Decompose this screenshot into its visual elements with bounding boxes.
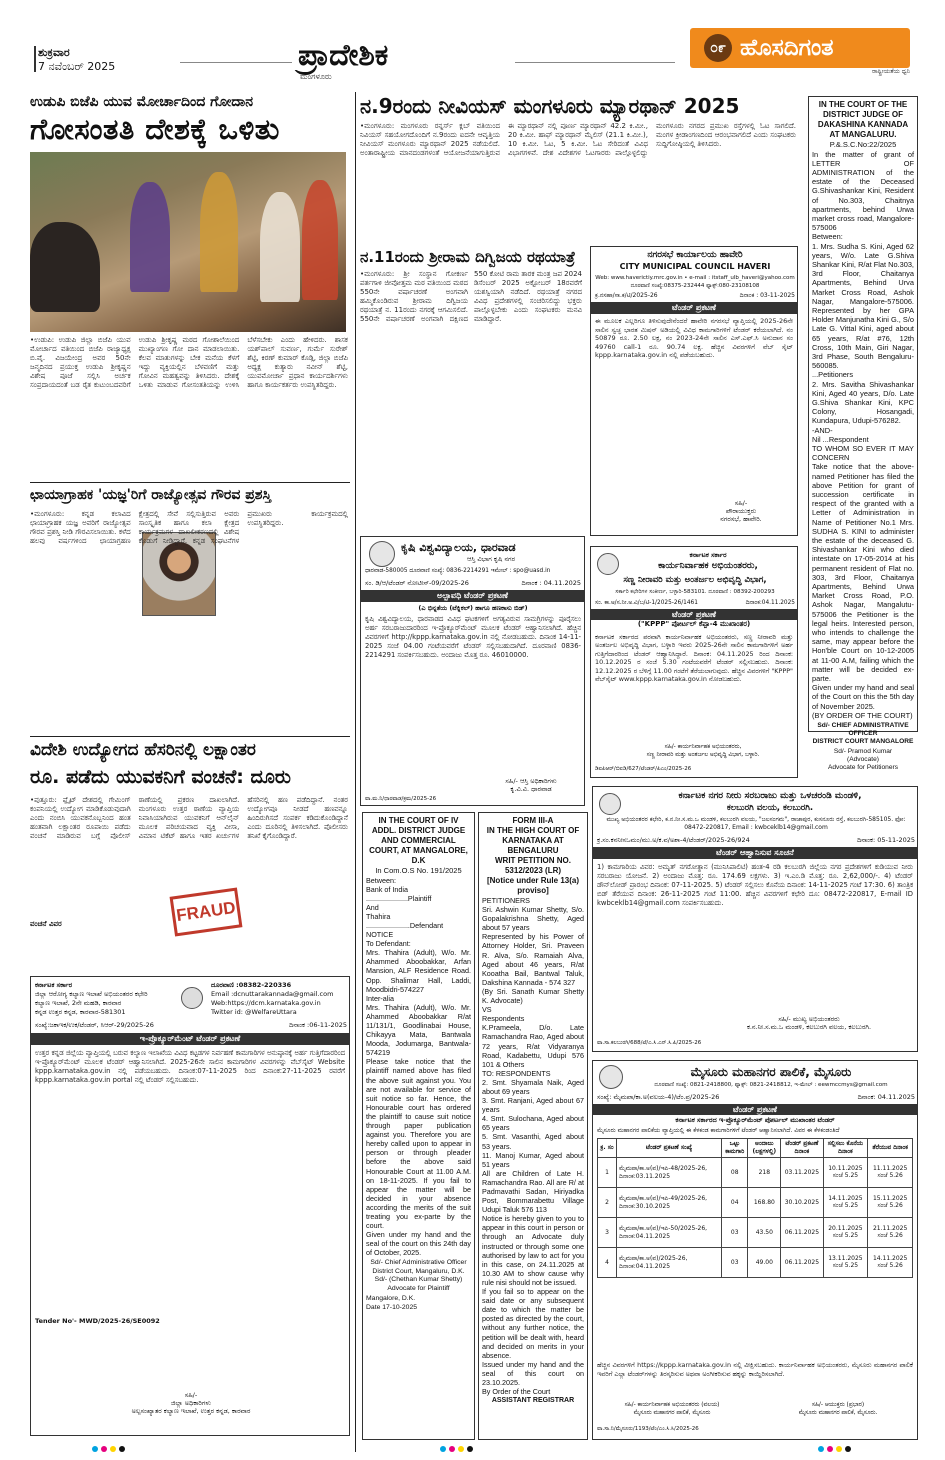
column-header: ಕ್ರ. ಸಂ	[598, 1139, 617, 1158]
table-cell: 168.80	[748, 1188, 781, 1218]
print-registration-mark	[836, 1446, 842, 1452]
table-cell: 04	[722, 1188, 748, 1218]
ad-web: Web:https://dcm.karnataka.gov.in	[211, 999, 321, 1007]
table-row	[598, 1158, 913, 1188]
story-marathon	[360, 92, 800, 242]
header-line	[180, 62, 292, 63]
ad-line4: ಕನ್ನಡ ಉತ್ತರ ಕನ್ನಡ, ಕಾರವಾರ-581301	[35, 1008, 126, 1016]
ad-karwar	[30, 976, 350, 1436]
table-header-row	[598, 1139, 913, 1158]
ad-body: 1) ಕಾಮಗಾರಿಯ ವಿವರ: ಅಮೃತ್ ನಗರೋತ್ಥಾನ (ಮುನಿಸಿಪಾಲಿಟಿ) ಹಂತ-4 ರಡಿ ಕಲಬುರಗಿ ಜಿಲ್ಲೆಯ ನಗರ ಪ್ರದೇಶಗಳಿಗೆ ಕುಡಿಯುವ ನೀರು ಸರಬರಾಜು ಯೋಜನೆ. 2) ಅಂದಾಜು ಮೊತ್ತ: ರೂ. 174.69 ಲಕ್ಷಗಳು. 3) ಇ.ಎಂ.ಡಿ ಮೊತ್ತ: ರೂ. 2,62,000/-. 4) ಟೆಂಡರ್ ಡೌನ್‌ಲೋಡ್ ಪ್ರಾರಂಭ ದಿನಾಂಕ: 07-11-2025. 5) ಟೆಂಡರ್ ಸಲ್ಲಿಸಲು ಕೊನೆಯ ದಿನಾಂಕ: 14-11-2025 ಗಂಟೆ 17:30. 6) ತಾಂತ್ರಿಕ ಬಿಡ್ ತೆರೆಯುವ ದಿನಾಂಕ: 26-11-2025 ಗಂಟೆ 11:00. ಹೆಚ್ಚಿನ ವಿವರಗಳಿಗೆ ಕಛೇರಿ ದೂ: 08472-220817, E-mail ID kwbceklb14@gmail.com ಸಂಪರ್ಕಿಸಬಹುದು.	[597, 863, 916, 907]
story-body: •ಉಡುಪಿ: ಉಡುಪಿ ಜಿಲ್ಲಾ ಬಿಜೆಪಿ ಯುವ ಮೋರ್ಚಾದ ವತಿಯಿಂದ ಬಿಜೆಪಿ ರಾಜ್ಯಾಧ್ಯಕ್ಷ ಬಿ.ವೈ. ವಿಜಯೇಂದ್ರ ಅವರ 50ನೇ ಜನ್ಮದಿನದ ಪ್ರಯುಕ್ತ ಉಡುಪಿ ಶ್ರೀಕೃಷ್ಣನ ವಿಶೇಷ ಪೂಜೆ ಸಲ್ಲಿಸಿ ಅರ್ಚಕ ಸಂಪ್ರದಾಯದಂತೆ ಬಡ ರೈತ ಕುಟುಂಬದವರಿಗೆ ಉಡುಪಿ ಶ್ರೀಕೃಷ್ಣ ಮಠದ ಗೋಶಾಲೆಯಿಂದ ಮುಖ್ಯಾಂಗಣ ಗೋ ದಾನ ಮಾಡಲಾಯಿತು. ಕೆಲವ ಮಾತುಗಳನ್ನು ಬೇಕ ಮನೆಯ ಕೆಳಗೆ ಇದ್ದು ವ್ಯಕ್ತಿಯಲ್ಲಿನ ಬೆಳವಣಿಗೆ ಮತ್ತು ಗೋವಿನ ಮಹತ್ವವನ್ನು ತಿಳಿಸಿದರು. ದೇಶಕ್ಕೆ ಒಳಿತು ಮಾಡುವ ಗೋಸಂತತಿಯನ್ನು ಉಳಿಸಿ ಬೆಳೆಸಬೇಕು ಎಂದು ಹೇಳಿದರು. ಶಾಸಕ ಯಶ್‌ಪಾಲ್ ಸುವರ್ಣ, ಗುರ್ಮೆ ಸುರೇಶ್ ಶೆಟ್ಟಿ, ಕಿರಣ್ ಕುಮಾರ್ ಕೊಡ್ಗಿ, ಜಿಲ್ಲಾ ಬಿಜೆಪಿ ಅಧ್ಯಕ್ಷ ಕುತ್ಯಾರು ನವೀನ್ ಶೆಟ್ಟಿ, ಯುವಮೋರ್ಚಾ ಪ್ರಧಾನ ಕಾರ್ಯದರ್ಶಿಗಳು ಹಾಗೂ ಕಾರ್ಯಕರ್ತರು ಉಪಸ್ಥಿತರಿದ್ದರು.	[30, 336, 351, 389]
ad-gov: ಕರ್ನಾಟಕ ನಗರ ನೀರು ಸರಬರಾಜು ಮತ್ತು ಒಳಚರಂಡಿ ಮಂಡಳಿ,	[678, 791, 862, 801]
ad-sub: ಸಣ್ಣ ನೀರಾವರಿ ಮತ್ತು ಅಂತರ್ಜಲ ಅಭಿವೃದ್ಧಿ ವಿಭಾಗ,	[623, 575, 767, 585]
table-cell: 49.00	[748, 1248, 781, 1278]
table-row	[598, 1188, 913, 1218]
ad-footer: ವಾ.ಸಾ.ಕಲಬುರಗಿ/688/ಟೆ/ಎ.ಸಿ.ಎನ್.ಸಿ.ಪಿ/2025-26	[597, 1040, 702, 1046]
page-header	[0, 0, 945, 88]
story-body: •ಮಂಗಳೂರು: ಕನ್ನಡ ಕಲಾವಿದ ಛಾಯಾಗ್ರಾಹಕ ಯಜ್ಞ ಅವರಿಗೆ ರಾಜ್ಯೋತ್ಸವ ಗೌರವ ಪ್ರಶಸ್ತಿ ನೀಡಿ ಗೌರವಿಸಲಾಯಿತು. ಕಳೆದ ಹಲವು ವರ್ಷಗಳಿಂದ ಛಾಯಾಗ್ರಹಣ ಕ್ಷೇತ್ರದಲ್ಲಿ ಸೇವೆ ಸಲ್ಲಿಸುತ್ತಿರುವ ಅವರು ಸಾಂಸ್ಕೃತಿಕ ಹಾಗೂ ಕಲಾ ಕ್ಷೇತ್ರದ ಕಾರ್ಯಕ್ರಮಗಳ ದಾಖಲೀಕರಣದಲ್ಲಿ ವಿಶೇಷ ಕೊಡುಗೆ ನೀಡಿದ್ದಾರೆ. ಕನ್ನಡ ಸಂಘಟನೆಗಳ ಪ್ರಮುಖರು ಕಾರ್ಯಕ್ರಮದಲ್ಲಿ ಉಪಸ್ಥಿತರಿದ್ದರು.	[30, 510, 351, 545]
table-cell: 08	[722, 1158, 748, 1188]
ad-haveri	[590, 246, 798, 536]
header-date: 7 ನವೆಂಬರ್ 2025	[38, 60, 116, 73]
tender-table	[597, 1138, 913, 1298]
ad-footer: ವಾ.ಮ.ನಿ/ಧಾರವಾಡ/ಕ್ರಮ/2025-26	[365, 796, 437, 802]
story-fraud	[30, 740, 350, 972]
story-headline-1: ವಿದೇಶಿ ಉದ್ಯೋಗದ ಹೆಸರಿನಲ್ಲಿ ಲಕ್ಷಾಂತರ	[30, 740, 256, 760]
ad-line3: ಕಲ್ಯಾಣ ಇಲಾಖೆ, 2ನೇ ಮಹಡಿ, ಕಾರವಾರ	[35, 999, 122, 1007]
ad-contact: Web: www.haverictiy.mrc.gov.in • e-mail : itstaff_ulb_haveri@yahoo.com	[595, 275, 795, 281]
tender-table-grid	[597, 1138, 913, 1278]
ad-ballari	[590, 546, 798, 778]
story-headline-2: ರೂ. ಪಡೆದು ಯುವಕನಿಗೆ ವಂಚನೆ: ದೂರು	[30, 766, 291, 788]
court-sign: Sd/- CHIEF ADMINISTRATIVE OFFICER DISTRICT COURT MANGALORE	[812, 722, 914, 746]
court-notice-commercial	[362, 812, 475, 1440]
ad-sign-1: ಸಹಿ/- ಕಾರ್ಯನಿರ್ವಾಹಕ ಅಭಿಯಂತರರು (ವಲಯ) ಮೈಸೂರು ಮಹಾನಗರ ಪಾಲಿಕೆ, ಮೈಸೂರು	[624, 1402, 720, 1416]
photo-cow-shape	[30, 222, 100, 312]
table-row	[598, 1218, 913, 1248]
ad-bar2: ಕರ್ನಾಟಕ ಸರ್ಕಾರದ ಇ-ಪ್ರೊಕ್ಯೂರ್‌ಮೆಂಟ್ ಪೋರ್ಟಲ್ ಮುಖಾಂತರ ಟೆಂಡರ್	[675, 1116, 835, 1124]
ad-date: ದಿನಾಂಕ: 05-11-2025	[857, 836, 915, 844]
table-cell: 43.50	[748, 1218, 781, 1248]
ad-body: ಕರ್ನಾಟಕ ಸರ್ಕಾರದ ಪರವಾಗಿ ಕಾರ್ಯನಿರ್ವಾಹಕ ಅಭಿಯಂತರರು, ಸಣ್ಣ ನೀರಾವರಿ ಮತ್ತು ಅಂತರ್ಜಲ ಅಭಿವೃದ್ಧಿ ವಿಭಾಗ, ಬಳ್ಳಾರಿ ಇವರು 2025-26ನೇ ಸಾಲಿನ ಕಾಮಗಾರಿಗಳಿಗೆ ಅರ್ಹ ಗುತ್ತಿಗೆದಾರರಿಂದ ಟೆಂಡರ್ ಆಹ್ವಾನಿಸಿದ್ದಾರೆ. ದಿನಾಂಕ: 04.11.2025 ರಿಂದ ದಿನಾಂಕ: 10.12.2025 ರ ಸಂಜೆ 5.30 ಗಂಟೆಯವರೆಗೆ ಟೆಂಡರ್ ಸಲ್ಲಿಸಬಹುದು. ದಿನಾಂಕ: 12.12.2025 ರ ಬೆಳಿಗ್ಗೆ 11.00 ಗಂಟೆಗೆ ತೆರೆಯಲಾಗುವುದು. ಹೆಚ್ಚಿನ ವಿವರಗಳಿಗೆ "KPPP" ವೆಬ್‌ಸೈಟ್ www.kppp.karnataka.gov.in ನೋಡಬಹುದು.	[595, 633, 796, 684]
court-title: IN THE COURT OF THE DISTRICT JUDGE OF DAKASHINA KANNADA AT MANGALURU.	[817, 100, 909, 139]
ad-sub2: (ಎ ಭಿನ್ನತೆಯ (ಟೆಕ್ನಿಕಲ್) ಹಾಗೂ ಹಣಕಾಸು ಬಿಡ್)	[418, 604, 528, 612]
table-cell: 3	[598, 1218, 617, 1248]
ad-twitter: Twitter id: @WelfareUttara	[211, 1008, 297, 1016]
ad-title-en: CITY MUNICIPAL COUNCIL HAVERI	[619, 262, 771, 271]
print-registration-mark	[827, 1446, 833, 1452]
story-headline: ಛಾಯಾಗ್ರಾಹಕ 'ಯಜ್ಞ'ರಿಗೆ ರಾಜ್ಯೋತ್ಸವ ಗೌರವ ಪ್ರಶಸ್ತಿ	[30, 487, 272, 503]
ad-ref: ಕ್ರ.ಸಂ.ಕನನೀಸಒಮಂ/ಮು.ಅ/ಕ.ವ/ಅಶಾ-4/ಟೆಂಡರ್/2025-26/924	[597, 836, 750, 844]
table-row	[598, 1248, 913, 1278]
column-header: ತೆರೆಯುವ ದಿನಾಂಕ	[868, 1139, 913, 1158]
story-headline: ಗೋಸಂತತಿ ದೇಶಕ್ಕೆ ಒಳಿತು	[30, 112, 280, 146]
table-cell: 03	[722, 1218, 748, 1248]
story-godana	[30, 92, 350, 478]
table-cell: 14.11.2025 ಸಂಜೆ 5.26	[868, 1248, 913, 1278]
court-notice-succession	[808, 96, 918, 772]
print-registration-mark	[467, 1446, 473, 1452]
table-cell: 06.11.2025	[781, 1218, 823, 1248]
ad-note: ಹೆಚ್ಚಿನ ವಿವರಗಳಿಗೆ https://kppp.karnataka.gov.in ನಲ್ಲಿ ವೀಕ್ಷಿಸಬಹುದು. ಕಾರ್ಯನಿರ್ವಾಹಕ ಅಭಿಯಂತರರು, ಮೈಸೂರು ಮಹಾನಗರ ಪಾಲಿಕೆ ಇವರಿಗೆ ಎಲ್ಲಾ ಟೆಂಡರ್‌ಗಳನ್ನು ತಿರಸ್ಕರಿಸುವ ಅಥವಾ ಅಂಗೀಕರಿಸುವ ಹಕ್ಕನ್ನು ಕಾಯ್ದಿರಿಸಲಾಗಿದೆ.	[597, 1361, 916, 1378]
table-cell: 30.10.2025	[781, 1188, 823, 1218]
ad-kalaburagi	[592, 786, 918, 1052]
header-city: ಮಂಗಳೂರು	[300, 72, 332, 81]
court-body: PETITIONERS Sri. Ashwin Kumar Shetty, S/o. Gopalakrishna Shetty, Aged about 57 years Represented by his Power of Attorney Holder, Sri. Praveen R. Alva, S/o. Ramaiah Alva, Aged about 46 years, R/at Kooatha Bail, Bantwal Taluk, Dakshina Kannada - 574 327 (By Sri. Sanath Kumar Shetty K. Advocate) VS Respondents K.Prameela, D/o. Late Ramachandra Rao, Aged about 72 years, R/at Vidyaranya Road, Kadabettu, Udupi 576 101 & Others TO: RESPONDENTS 2. Smt. Shyamala Naik, Aged about 69 years 3. Smt. Ranjani, Aged about 67 years 4. Smt. Sulochana, Aged about 65 years 5. Smt. Vasanthi, Aged about 53 years. 11. Manoj Kumar, Aged about 51 years All are Children of Late H. Ramachandra Rao. All are R/ at Padmavathi Sadan, Hiriyadka Post, Bommarabettu Village Udupi Taluk 576 113 Notice is hereby given to you to appear in this court in person or through an Advocate duly instructed or through some one authorised by law to act for you in this case, on 24.11.2025 at 10.30 AM to show cause why rule nisi should not be issued. If you fail so to appear on the said date or any subsequent date to which the matter be posted as directed by the court, without any further notice, the petition will be dealt with, heard and decided on merits in your absence. Issued under my hand and the seal of this court on 23.10.2025. By Order of the Court	[482, 896, 584, 1397]
column-header: ಸಲ್ಲಿಸಲು ಕೊನೆಯ ದಿನಾಂಕ	[823, 1139, 868, 1158]
ad-emblem	[597, 553, 619, 575]
ad-line1: ಕರ್ನಾಟಕ ಸರ್ಕಾರ	[35, 981, 73, 989]
print-registration-mark	[845, 1446, 851, 1452]
table-cell: 21.11.2025 ಸಂಜೆ 5.26	[868, 1218, 913, 1248]
court-place: Mangalore, D.K. Date 17-10-2025	[366, 1295, 418, 1311]
fraud-stamp-text: FRAUD	[175, 897, 237, 926]
logo-tagline: ರಾಷ್ಟ್ರೀಯತೆಯ ಧ್ವನಿ	[872, 68, 910, 75]
column-header: ಅಂದಾಜು (ಲಕ್ಷಗಳಲ್ಲಿ)	[748, 1139, 781, 1158]
story-subhead: ವಂಚನೆ ವಿವರ	[30, 920, 130, 930]
ad-addr: ಸರ್ಕಾರಿ ಕಛೇರಿಗಳ ಸಂಕೀರ್ಣ, ಬಳ್ಳಾರಿ-583101. ದೂರವಾಣಿ : 08392-200293	[615, 589, 775, 595]
ad-ref: ಸಂ. ಕಾ.ಅ/ಸ.ನೀ.ಅ.ವಿ/ಬ/ಟಿ-1/2025-26/1461	[595, 600, 698, 606]
ad-phone: ದೂರವಾಣಿ :08382-220336	[211, 981, 292, 989]
table-cell: 4	[598, 1248, 617, 1278]
story-headline: ನ.11ರಂದು ಶ್ರೀರಾಮ ದಿಗ್ವಿಜಯ ರಥಯಾತ್ರೆ	[360, 248, 576, 266]
ad-bar: ಟೆಂಡರ್ ಪ್ರಕಟಣೆ	[591, 609, 797, 620]
table-cell: ಮೈಮಪಾ/ಕಾ.ಅ(ವ)/2025-26, ದಿನಾಂಕ:04.11.2025	[617, 1248, 722, 1278]
print-registration-mark	[818, 1446, 824, 1452]
ad-bar: ಇ-ಪ್ರೊಕ್ಯೂರ್‌ಮೆಂಟ್ ಟೆಂಡರ್ ಪ್ರಕಟಣೆ	[31, 1033, 349, 1045]
column-header: ಟೆಂಡರ್ ಪ್ರಕಟಣೆ ಸಂಖ್ಯೆ	[617, 1139, 722, 1158]
ad-bar: ಟೆಂಡರ್ ಆಹ್ವಾನಿಸುವ ಸೂಚನೆ	[593, 847, 917, 859]
section-title: ಪ್ರಾದೇಶಿಕ	[298, 38, 389, 73]
table-cell: ಮೈಮಪಾ/ಕಾ.ಅ(ವ)/ಇಪಿ-49/2025-26, ದಿನಾಂಕ:30.10.2025	[617, 1188, 722, 1218]
header-day: ಶುಕ್ರವಾರ	[38, 46, 70, 59]
ad-division: ಕಲಬುರಗಿ ವಲಯ, ಕಲಬುರಗಿ.	[726, 803, 814, 813]
ad-body: ಕೃಷಿ ವಿಶ್ವವಿದ್ಯಾಲಯ, ಧಾರವಾಡದ ವಿವಿಧ ಘಟಕಗಳಿಗೆ ಅಗತ್ಯವಿರುವ ಸಾಮಗ್ರಿಗಳನ್ನು ಪೂರೈಸಲು ಅರ್ಹ ಸರಬರಾಜುದಾರರಿಂದ ಇ-ಪ್ರೊಕ್ಯೂರ್‌ಮೆಂಟ್ ಮೂಲಕ ಟೆಂಡರ್ ಆಹ್ವಾನಿಸಲಾಗಿದೆ. ಹೆಚ್ಚಿನ ವಿವರಗಳಿಗೆ http://kppp.karnataka.gov.in ನಲ್ಲಿ ನೋಡಬಹುದು. ದಿನಾಂಕ 14-11-2025 ಸಂಜೆ 04.00 ಗಂಟೆಯವರೆಗೆ ಟೆಂಡರ್ ಸಲ್ಲಿಸಬಹುದಾಗಿದೆ. ದೂರವಾಣಿ 0836-2214291 ಸಂಪರ್ಕಿಸಬಹುದು. ಅಂದಾಜು ಮೊತ್ತ ರೂ. 46010000.	[365, 615, 584, 659]
ad-dharwad	[360, 536, 585, 806]
photo-person-shape	[260, 192, 300, 302]
ad-date: ದಿನಾಂಕ : 03-11-2025	[739, 292, 795, 299]
ad-body: ಈ ಮೂಲಕ ಎಲ್ಲರಿಗೂ ತಿಳಿಸುವುದೇನೆಂದರೆ ಹಾವೇರಿ ನಗರಸಭೆ ವ್ಯಾಪ್ತಿಯಲ್ಲಿ 2025-26ನೇ ಸಾಲಿನ ಸ್ವಚ್ಛ ಭಾರತ ಮಿಷನ್ ಅಡಿಯಲ್ಲಿ ವಿವಿಧ ಕಾಮಗಾರಿಗಳಿಗೆ ಟೆಂಡರ್ ಕರೆಯಲಾಗಿದೆ. ನಂ 50879 ರೂ. 2.50 ಲಕ್ಷ, ನಂ 2023-24ನೇ ಸಾಲಿನ ಎಸ್.ಎಫ್.ಸಿ ಅನುದಾನ ಸಂ 49760 call-1 ರೂ. 90.74 ಲಕ್ಷ. ಹೆಚ್ಚಿನ ವಿವರಗಳಿಗೆ ವೆಬ್ ಸೈಟ್ kppp.karnataka.gov.in ನಲ್ಲಿ ಪಡೆಯಬಹುದು.	[595, 317, 796, 359]
table-cell: 218	[748, 1158, 781, 1188]
ad-addr: ಮುಖ್ಯ ಅಭಿಯಂತರರ ಕಛೇರಿ, ಕ.ನ.ನೀ.ಸ.ಮ.ಒ ಮಂಡಳಿ, ಕಲಬುರಗಿ ವಲಯ, "ಜಲಸಂಗಮ", ರಾಜಾಪುರ, ಕುಸನೂರು ರಸ್ತೆ, ಕಲಬುರಗಿ-585105. ಫೋ: 08472-220817, Email : kwbceklb14@gmail.com	[606, 816, 906, 831]
photo-person-shape	[302, 180, 338, 300]
ad-bar: ಟೆಂಡರ್ ಪ್ರಕಟಣೆ	[591, 302, 797, 314]
court-sign: Sd/- Chief Administrative Officer District Court, Mangaluru, D.K. Sd/- (Chethan Kumar Shetty) Advocate for Plaintiff	[370, 1259, 467, 1292]
table-cell: 03.11.2025	[781, 1158, 823, 1188]
ad-bar: ಟೆಂಡರ್ ಪ್ರಕಟಣೆ	[593, 1104, 917, 1115]
ad-title: ಕಾರ್ಯನಿರ್ವಾಹಕ ಅಭಿಯಂತರರು,	[658, 561, 758, 571]
print-registration-mark	[101, 1446, 107, 1452]
ad-contact: ಧಾರವಾಡ-580005 ದೂರವಾಣಿ ಸಂಖ್ಯೆ: 0836-2214291 ಇಮೇಲ್ : spo@uasd.in	[365, 568, 551, 574]
ad-title: ಕೃಷಿ ವಿಶ್ವವಿದ್ಯಾಲಯ, ಧಾರವಾಡ	[401, 541, 516, 554]
story-headline: ನ.9ರಂದು ನೀವಿಯಸ್ ಮಂಗಳೂರು ಮ್ಯಾರಥಾನ್ 2025	[360, 94, 740, 118]
court-sign: ASSISTANT REGISTRAR	[491, 1397, 575, 1405]
court-title: FORM III-A IN THE HIGH COURT OF KARNATAKA AT BENGALURU WRIT PETITION NO. 5312/2023 (LR) [Notice under Rule 13(a) proviso]	[486, 816, 580, 895]
ad-title-kn: ನಗರಸಭೆ ಕಾರ್ಯಾಲಯ ಹಾವೇರಿ	[647, 250, 743, 260]
court-body: In the matter of grant of LETTER OF ADMINISTRATION of the estate of the Deceased G.Shivashankar Kini, Resident of No.303, Chaitnya apartments, behind Urwa market cross road, Mangalore-575006 Between: 1. Mrs. Sudha S. Kini, Aged 62 years, W/o. Late G.Shiva Shankar Kini, R/at Flat No.303, 3rd Floor, Chaitanya Apartments, Behind Urva Market Cross Road, Ashok Nagar, Mangalore-575006. Represented by her GPA Holder Manjunatha Kini G., S/o Late G. Vittal Kini, aged about 65 years, R/at #76, 12th Cross, 10th Main, Giri Nagar, 3rd Phase, South Bengaluru-560085. ...Petitioners 2. Mrs. Savitha Shivashankar Kini, Aged 40 years, D/o. Late G.Shiva Shankar Kini, KPC Colony, Hosangadi, Kundapura, Udupi-576282. -AND- Nil ...Respondent TO WHOM SO EVER IT MAY CONCERN Take notice that the above-named Petitioner has filed the above Petition for grant of succession certificate in respect of the granted with a Letter of Administration in Name of Petitioner No.1 Mrs. SUDHA S. KINI to administer the estate of the deceased G. Shivashankar Kini who died intestate on 17-05-2014 at his permanent resident of Flat no. 303, 3rd Floor, Chaitanya Apartments, Behind Urwa Market Cross Road, P.O. Ashok Nagar, Mangalutu-575006 the Petitioner is the legal heirs. Interested person, who intends to challenge the same, may appear before the Hon'ble Court on 10-12-2005 at 11-00 A.M, failing which the matter will be decided ex-parte. Given under my hand and seal of the Court on this the 5th day of November 2025. (BY ORDER OF THE COURT)	[812, 149, 914, 720]
ad-gov: ಕರ್ನಾಟಕ ಸರ್ಕಾರ	[689, 551, 727, 559]
ad-title: ಮೈಸೂರು ಮಹಾನಗರ ಪಾಲಿಕೆ, ಮೈಸೂರು	[690, 1065, 852, 1079]
ad-tender-no: Tender No'- MWD/2025-26/SE0092	[35, 1317, 160, 1325]
ad-date: ದಿನಾಂಕ : 04.11.2025	[521, 579, 581, 587]
photo-person-shape	[130, 182, 170, 292]
ad-bar2: ("KPPP" ಪೋರ್ಟಲ್ ಕೆಪ್ಪಾ-4 ಮುಖಾಂತರ)	[637, 620, 751, 628]
ad-date: ದಿನಾಂಕ: 04.11.2025	[857, 1093, 915, 1101]
photo-person-shape	[200, 172, 238, 292]
court-advocate: Sd/- Pramod Kumar (Advocate) Advocate for Petitioners	[827, 748, 898, 772]
story-kicker: ಉಡುಪಿ ಬಿಜೆಪಿ ಯುವ ಮೋರ್ಚಾದಿಂದ ಗೋದಾನ	[30, 94, 254, 110]
print-registration-mark	[449, 1446, 455, 1452]
ad-sign: ಸಹಿ/- ಜಿಲ್ಲಾ ಅಧಿಕಾರಿಗಳು ಅಲ್ಪಸಂಖ್ಯಾತರ ಕಲ್ಯಾಣ ಇಲಾಖೆ, ಉತ್ತರ ಕನ್ನಡ, ಕಾರವಾರ	[131, 1391, 251, 1415]
logo-brand: ಹೊಸದಿಗಂತ	[740, 35, 834, 61]
ad-emblem	[599, 1065, 623, 1089]
table-cell: 11.11.2025 ಸಂಜೆ 5.26	[868, 1158, 913, 1188]
ad-intro: ಮೈಸೂರು ಮಹಾನಗರ ಪಾಲಿಕೆಯ ವ್ಯಾಪ್ತಿಯಲ್ಲಿ ಈ ಕೆಳಕಂಡ ಕಾಮಗಾರಿಗಳಿಗೆ ಟೆಂಡರ್ ಆಹ್ವಾನಿಸಲಾಗಿದೆ. ವಿವರ ಈ ಕೆಳಕಂಡಂತಿದೆ	[597, 1127, 840, 1134]
table-cell: 06.11.2025	[781, 1248, 823, 1278]
ad-ref: ಸಂಖ್ಯೆ: ಮೈಮಪಾ/ಕಾ.ಅ(ವಲಯ-4)/ಟೆಂ.ಪ್ರ/2025-26	[597, 1093, 720, 1101]
ad-sub: ಆಸ್ತಿ ವಿಭಾಗ ಕೃಷಿ ನಗರ	[466, 555, 516, 563]
story-body: •ಮಂಗಳೂರು: ಶ್ರೀ ಸಂಸ್ಥಾನ ಗೋಕರ್ಣ ಪರ್ತಗಾಳಿ ಜೀವೋತ್ತಮ ಮಠ ವತಿಯಿಂದ ಮಠದ 550ನೇ ವರ್ಷಾಚರಣೆ ಅಂಗವಾಗಿ ಹಮ್ಮಿಕೊಂಡಿರುವ ಶ್ರೀರಾಮ ದಿಗ್ವಿಜಯ ರಥಯಾತ್ರೆ ನ. 11ರಂದು ನಗರಕ್ಕೆ ಆಗಮಿಸಲಿದೆ. 550ನೇ ವರ್ಷಾಚರಣೆ ಅಂಗವಾಗಿ ದಕ್ಷಿಣದ 550 ಕೋಟಿ ರಾಮ ತಾರಕ ಮಂತ್ರ ಜಪ 2024 ಡಿಸೆಂಬರ್ 2025 ಅಕ್ಟೋಬರ್ 18ರವರೆಗೆ ಯಶಸ್ವಿಯಾಗಿ ನಡೆದಿದೆ. ರಥಯಾತ್ರೆ ನಗರದ ವಿವಿಧ ಪ್ರದೇಶಗಳಲ್ಲಿ ಸಂಚರಿಸಲಿದ್ದು ಭಕ್ತರು ಪಾಲ್ಗೊಳ್ಳಬೇಕು ಎಂದು ಸಂಘಟಕರು ಮನವಿ ಮಾಡಿದ್ದಾರೆ.	[360, 270, 585, 323]
print-registration-mark	[92, 1446, 98, 1452]
divider	[30, 482, 350, 483]
court-case: P.&.S.C.No:22/2025	[829, 140, 897, 149]
ad-date: ದಿನಾಂಕ:04.11.2025	[745, 600, 795, 606]
print-registration-mark	[458, 1446, 464, 1452]
table-cell: 14.11.2025 ಸಂಜೆ 5.25	[823, 1188, 868, 1218]
ad-body: ಉತ್ತರ ಕನ್ನಡ ಜಿಲ್ಲೆಯ ವ್ಯಾಪ್ತಿಯಲ್ಲಿ ಬರುವ ಕಲ್ಯಾಣ ಇಲಾಖೆಯ ವಿವಿಧ ಕಟ್ಟಡಗಳ ನಿರ್ವಹಣೆ ಕಾಮಗಾರಿಗಳ ಅನುಷ್ಠಾನಕ್ಕೆ ಅರ್ಹ ಗುತ್ತಿಗೆದಾರರಿಂದ ಇ-ಪ್ರೊಕ್ಯೂರ್‌ಮೆಂಟ್ ಮೂಲಕ ಟೆಂಡರ್ ಆಹ್ವಾನಿಸಲಾಗಿದೆ. 2025-26ನೇ ಸಾಲಿನ ಕಾಮಗಾರಿಗಳ ವಿವರಗಳನ್ನು ವೆಬ್‌ಸೈಟ್ Website kppp.karnataka.gov.in ನಲ್ಲಿ ಪಡೆಯಬಹುದು. ದಿನಾಂಕ:07-11-2025 ರಿಂದ ದಿನಾಂಕ:27-11-2025 ರವರೆಗೆ kppp.karnataka.gov.in portal ನಲ್ಲಿ ಟೆಂಡರ್ ಸಲ್ಲಿಸಬಹುದು.	[35, 1049, 348, 1084]
ad-sign-2: ಸಹಿ/- ಆಯುಕ್ತರು (ಪ್ರಭಾರ) ಮೈಸೂರು ಮಹಾನಗರ ಪಾಲಿಕೆ, ಮೈಸೂರು.	[798, 1402, 878, 1416]
story-rathayatra	[360, 246, 585, 526]
ad-sign: ಸಹಿ/- ಕಾರ್ಯನಿರ್ವಾಹಕ ಅಭಿಯಂತರರು, ಸಣ್ಣ ನೀರಾವರಿ ಮತ್ತು ಅಂತರ್ಜಲ ಅಭಿವೃದ್ಧಿ ವಿಭಾಗ, ಬಳ್ಳಾರಿ.	[646, 744, 760, 758]
print-registration-mark	[119, 1446, 125, 1452]
column-header: ಒಟ್ಟು ಕಾಮಗಾರಿ	[722, 1139, 748, 1158]
ad-sign: ಸಹಿ/- ಆಸ್ತಿ ಅಧಿಕಾರಿಗಳು ಕೃ.ವಿ.ವಿ. ಧಾರವಾಡ	[505, 777, 557, 793]
ad-emblem	[599, 793, 621, 815]
header-line-right	[515, 62, 675, 63]
ad-sign: ಸಹಿ/- ಪೌರಾಯುಕ್ತರು ನಗರಸಭೆ, ಹಾವೇರಿ.	[720, 499, 762, 523]
court-body: Between: Bank of India .....................Plaintiff And Thahira ......................Defendant NOTICE To Defendant: Mrs. Thahira (Adult), W/o. Mr. Ahammed Aboobakkar, Arfan Mansion, ALF Residence Road. Opp. Shalimar Hall, Laddi, Moodbidri-574227 Inter-alia Mrs. Thahira (Adult), W/o. Mr. Ahammed Aboobakkar R/at 11/131/1, Goodlinabai House, Chikayya Mata, Bantwala Mooda, Jodumarga, Bantwala-574219 Please take notice that the plaintiff named above has filed the above suit against you. You are not available for service of suit notice so far. Hence, the Honourable court has ordered the plaintiff to cause suit notice through paper publication against you. Therefore you are hereby called upon to appear in person or through pleader before the above said Honourable Court at 11.00 A.M. on 18-11-2025. If you fail to appear the matter will be decided in your absence according the merits of the suit treating you ex-parte by the court. Given under my hand and the seal of the court on this 24th day of October, 2025.	[366, 875, 471, 1258]
table-cell: ಮೈಮಪಾ/ಕಾ.ಅ(ವ)/ಇಪಿ-48/2025-26, ದಿನಾಂಕ:03.11.2025	[617, 1158, 722, 1188]
table-cell: ಮೈಮಪಾ/ಕಾ.ಅ(ವ)/ಇಪಿ-50/2025-26, ದಿನಾಂಕ:04.11.2025	[617, 1218, 722, 1248]
page-number: ೦೯	[710, 40, 726, 56]
header-corner-rule	[34, 46, 36, 72]
ad-bar: ಅಲ್ಪಾವಧಿ ಟೆಂಡರ್ ಪ್ರಕಟಣೆ	[361, 590, 584, 602]
story-body: •ಪುತ್ತೂರು: ಫ್ಲೈಟ್ ದೇಶದಲ್ಲಿ ಗೇಮಿಂಗ್ ಕಂಪನಿಯಲ್ಲಿ ಉದ್ಯೋಗ ಮಾಡಿಕೊಡುವುದಾಗಿ ಎಂದು ನಂಬಿಸಿ ಯುವಕನೊಬ್ಬನಿಂದ ಹಂತ ಹಂತವಾಗಿ ಲಕ್ಷಾಂತರ ರೂಪಾಯಿ ಪಡೆದು ವಂಚನೆ ಮಾಡಿರುವ ಬಗ್ಗೆ ಪೊಲೀಸ್ ಠಾಣೆಯಲ್ಲಿ ಪ್ರಕರಣ ದಾಖಲಾಗಿದೆ. ಮಂಗಳೂರು ಉತ್ತರ ಠಾಣೆಯ ವ್ಯಾಪ್ತಿಯ ನಿವಾಸಿಯಾಗಿರುವ ಯುವಕನಿಗೆ ಆನ್‌ಲೈನ್ ಮೂಲಕ ಪರಿಚಯವಾದ ವ್ಯಕ್ತಿ ವೀಸಾ, ವಿಮಾನ ಟಿಕೆಟ್ ಹಾಗೂ ಇತರ ಖರ್ಚುಗಳ ಹೆಸರಿನಲ್ಲಿ ಹಣ ಪಡೆದಿದ್ದಾನೆ. ನಂತರ ಉದ್ಯೋಗವೂ ನೀಡದೆ ಹಣವನ್ನೂ ಹಿಂದಿರುಗಿಸದೆ ಸಂಪರ್ಕ ಕಡಿದುಕೊಂಡಿದ್ದಾನೆ ಎಂದು ದೂರಿನಲ್ಲಿ ತಿಳಿಸಲಾಗಿದೆ. ಪೊಲೀಸರು ತನಿಖೆ ಕೈಗೊಂಡಿದ್ದಾರೆ.	[30, 796, 351, 840]
table-cell: 13.11.2025 ಸಂಜೆ 5.25	[823, 1248, 868, 1278]
table-cell: 2	[598, 1188, 617, 1218]
ad-footer: ವಾ.ಸಾ.ನಿ/ಮೈಸೂರು/1193/ಟೆಂ/ಎಂ.ಸಿ.ಸಿ/2025-26	[597, 1426, 699, 1432]
ad-footer: ಡಿಐಪಿಆರ್/ಬಿಐಡಿ/627/ಟೆಂಡರ್/ಪಿಎಂ/2025-26	[595, 766, 692, 772]
ad-email: Email :dcnuttarakannada@gmail.com	[211, 990, 334, 998]
ad-ref: ಸಂ. ಡಿ/ಆ/ಟೆಂಡರ್ ನೋಟೀಸ್-09/2025-26	[365, 579, 469, 587]
court-case: In Com.O.S No. 191/2025	[375, 866, 462, 875]
ad-mysuru	[592, 1060, 918, 1440]
print-registration-mark	[110, 1446, 116, 1452]
ad-ref: ಸಂಖ್ಯೆ:ಜಕಾಇಕ/ಉಕ/ಟೆಂಡರ್, ಸಿಆರ್-29/2025-26	[35, 1021, 154, 1029]
newspaper-logo	[690, 28, 910, 84]
ad-emblem	[369, 541, 395, 567]
court-title: IN THE COURT OF IV ADDL. DISTRICT JUDGE AND COMMERCIAL COURT, AT MANGALORE, D.K	[369, 816, 468, 865]
ad-sign: ಸಹಿ/- ಮುಖ್ಯ ಅಭಿಯಂತರರು ಕ.ನ.ನೀ.ಸ.ಮ.ಒ ಮಂಡಳಿ, ಕಲಬುರಗಿ ವಲಯ, ಕಲಬುರಗಿ.	[746, 1015, 872, 1031]
table-cell: 15.11.2025 ಸಂಜೆ 5.26	[868, 1188, 913, 1218]
divider	[30, 736, 350, 737]
table-cell: 1	[598, 1158, 617, 1188]
ad-date: ದಿನಾಂಕ :06-11-2025	[289, 1021, 347, 1029]
ad-phone: ದೂರವಾಣಿ ಸಂಖ್ಯೆ:08375-232444 ಫ್ಯಾಕ್ಸ್:080-23108108	[630, 283, 760, 289]
column-header: ಟೆಂಡರ್ ಪ್ರಕಟಣೆ ದಿನಾಂಕ	[781, 1139, 823, 1158]
ad-emblem	[181, 987, 203, 1009]
table-cell: 20.11.2025 ಸಂಜೆ 5.25	[823, 1218, 868, 1248]
column-rule	[355, 92, 356, 1452]
story-photo	[30, 152, 346, 332]
table-cell: 10.11.2025 ಸಂಜೆ 5.25	[823, 1158, 868, 1188]
table-cell: 03	[722, 1248, 748, 1278]
ad-addr: ದೂರವಾಣಿ ಸಂಖ್ಯೆ: 0821-2418800, ಫ್ಯಾಕ್ಸ್: 0821-2418812, ಇ-ಮೇಲ್ : eewmccmys@gmail.com	[654, 1082, 888, 1088]
ad-line2: ಜಿಲ್ಲಾ ಆರೋಗ್ಯ ಕಲ್ಯಾಣ ಇಲಾಖೆ ಅಭಿಯಂತರರ ಕಛೇರಿ	[35, 990, 148, 998]
ad-ref: ಕ್ರ.ನಸಹಾ/ಸಾ.ಕ/ಟಿ/2025-26	[595, 292, 658, 299]
print-registration-mark	[440, 1446, 446, 1452]
story-body: •ಮಂಗಳೂರು: ಮಂಗಳೂರು ರನ್ನರ್ಸ್ ಕ್ಲಬ್ ವತಿಯಿಂದ ನಿವಿಯಸ್ ಸಹಯೋಗದೊಂದಿಗೆ ನ.9ರಂದು ಐದನೇ ಆವೃತ್ತಿಯ ನೀವಿಯಸ್ ಮಂಗಳೂರು ಮ್ಯಾರಥಾನ್ 2025 ನಡೆಯಲಿದೆ. ಅಂತಾರಾಷ್ಟ್ರೀಯ ಮಾನದಂಡಗಳಂತೆ ಆಯೋಜನೆಯಾಗುತ್ತಿರುವ ಈ ಮ್ಯಾರಥಾನ್ ನಲ್ಲಿ ಪೂರ್ಣ ಮ್ಯಾರಥಾನ್ 42.2 ಕಿ.ಮೀ., 20 ಕಿ.ಮೀ. ಹಾಫ್ ಮ್ಯಾರಥಾನ್ ಮೈಲಿಸ್ (21.1 ಕಿ.ಮೀ.), 10 ಕಿ.ಮೀ. ಓಟ, 5 ಕಿ.ಮೀ. ಓಟ ಸೇರಿದಂತೆ ವಿವಿಧ ವಿಭಾಗಗಳಿವೆ. ದೇಶ ವಿದೇಶಗಳ ಓಟಗಾರರು ಪಾಲ್ಗೊಳ್ಳಲಿದ್ದು ಮಂಗಳೂರು ನಗರದ ಪ್ರಮುಖ ರಸ್ತೆಗಳಲ್ಲಿ ಓಟ ಸಾಗಲಿದೆ. ಮಂಗಳ ಕ್ರೀಡಾಂಗಣದಿಂದ ಆರಂಭವಾಗಲಿದೆ ಎಂದು ಸಂಘಟಕರು ಸುದ್ದಿಗೋಷ್ಠಿಯಲ್ಲಿ ತಿಳಿಸಿದರು.	[360, 122, 799, 157]
story-yajna-award	[30, 486, 350, 734]
court-notice-highcourt	[478, 812, 588, 1440]
